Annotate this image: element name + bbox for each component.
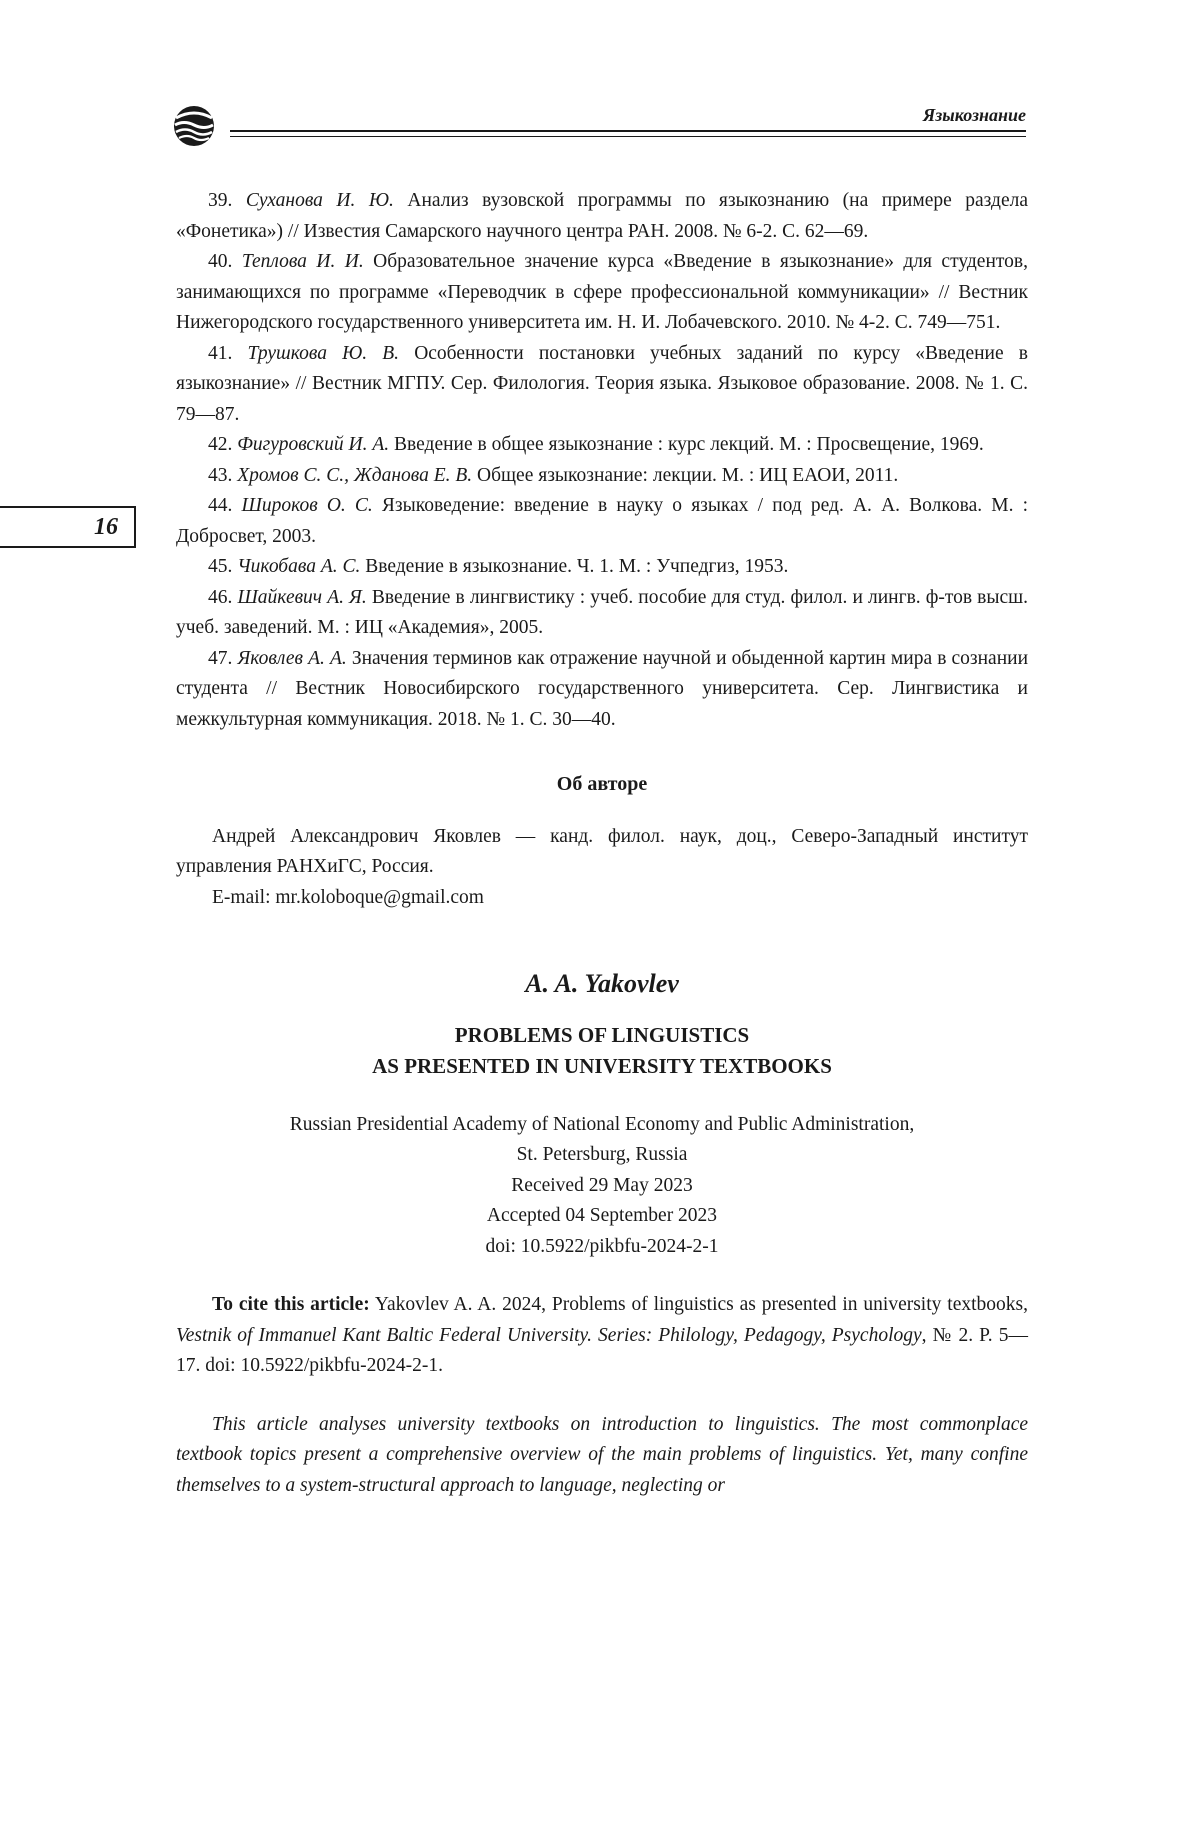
- running-header: [172, 104, 1026, 144]
- affiliation-line: St. Petersburg, Russia: [516, 1144, 688, 1165]
- reference-item: [176, 461, 1028, 492]
- reference-item: [176, 644, 1028, 736]
- about-author-block: [176, 822, 1028, 914]
- section-rubric: Языкознание: [922, 105, 1026, 125]
- reference-text: Введение в общее языкознание : курс лекций. М. : Просвещение, 1969.: [389, 434, 984, 455]
- english-author-name: A. A. Yakovlev: [525, 969, 679, 998]
- abstract-text: This article analyses university textbooks on introduction to linguistics. The most commonplace textbook topics present a comprehensive overview of the main problems of linguistics. Yet, many confine themselves to a system-structural approach to language, neglecting or: [176, 1413, 1028, 1496]
- citation-journal: Vestnik of Immanuel Kant Baltic Federal University. Series: Philology, Pedagogy, Psychology: [176, 1324, 922, 1346]
- reference-number: 40.: [208, 251, 233, 272]
- reference-text: Введение в языкознание. Ч. 1. М. : Учпедгиз, 1953.: [360, 556, 789, 577]
- article-metadata: [176, 1110, 1028, 1263]
- reference-number: 46.: [208, 586, 233, 608]
- author-email: E-mail: mr.koloboque@gmail.com: [212, 886, 484, 908]
- reference-item: [176, 430, 1028, 461]
- reference-number: 43.: [208, 464, 233, 486]
- reference-item: [176, 552, 1028, 583]
- citation-label: To cite this article:: [212, 1294, 370, 1315]
- citation-text-end: , № 2. P. 5—17. doi: 10.5922/pikbfu-2024-2-1.: [176, 1324, 1028, 1376]
- reference-number: 45.: [208, 556, 233, 577]
- reference-text: Языковедение: введение в науку о языках / под ред. А. А. Волкова. М. : Добросвет, 2003.: [176, 495, 1028, 547]
- about-author-heading: Об авторе: [556, 773, 648, 795]
- reference-author: Шайкевич А. Я.: [237, 586, 367, 608]
- reference-author: Суханова И. Ю.: [245, 190, 394, 211]
- reference-item: [176, 247, 1028, 339]
- accepted-date: Accepted 04 September 2023: [486, 1205, 718, 1226]
- header-rule-thin: [230, 136, 1026, 137]
- citation-text: Yakovlev A. A. 2024, Problems of linguistics as presented in university textbooks,: [369, 1294, 1028, 1315]
- reference-number: 42.: [208, 434, 233, 455]
- reference-author: Широков О. С.: [241, 495, 373, 516]
- reference-author: Хромов С. С., Жданова Е. В.: [237, 464, 473, 486]
- reference-author: Фигуровский И. А.: [237, 434, 390, 455]
- reference-item: [176, 186, 1028, 247]
- reference-author: Трушкова Ю. В.: [247, 342, 400, 364]
- reference-author: Чикобава А. С.: [237, 556, 361, 577]
- page-number: 16: [94, 514, 118, 540]
- citation-paragraph: [176, 1290, 1028, 1382]
- reference-text: Образовательное значение курса «Введение в языкознание» для студентов, занимающихся по программе «Переводчик в сфере профессиональной коммуникации» // Вестник Нижегородского государственного университета им. Н. И. Лобачевского. 2010. № 4-2. С. 749—751.: [176, 251, 1028, 333]
- reference-item: [176, 491, 1028, 552]
- reference-author: Теплова И. И.: [241, 251, 364, 272]
- reference-text: Введение в лингвистику : учеб. пособие для студ. филол. и лингв. ф-тов высш. учеб. заведений. М. : ИЦ «Академия», 2005.: [176, 586, 1029, 638]
- english-article-title: [176, 1020, 1028, 1082]
- affiliation-line: Russian Presidential Academy of National Economy and Public Administration,: [289, 1113, 915, 1135]
- reference-text: Особенности постановки учебных заданий по курсу «Введение в языкознание» // Вестник МГПУ. Сер. Филология. Теория языка. Языковое образование. 2008. № 1. С. 79—87.: [176, 342, 1029, 425]
- reference-number: 47.: [208, 647, 233, 669]
- reference-text: Анализ вузовской программы по языкознанию (на примере раздела «Фонетика») // Известия Самарского научного центра РАН. 2008. № 6-2. С. 62—69.: [176, 190, 1028, 242]
- journal-wave-logo-icon: [172, 104, 236, 148]
- reference-item: [176, 339, 1028, 431]
- reference-text: Общее языкознание: лекции. М. : ИЦ ЕАОИ, 2011.: [472, 464, 899, 486]
- english-title-line: PROBLEMS OF LINGUISTICS: [454, 1022, 750, 1047]
- reference-item: [176, 583, 1028, 644]
- page-number-box: [0, 506, 136, 548]
- reference-text: Значения терминов как отражение научной и обыденной картин мира в сознании студента // Вестник Новосибирского государственного университета. Сер. Лингвистика и межкультурная коммуникация. 2018. № 1. С. 30—40.: [176, 647, 1029, 730]
- reference-number: 41.: [208, 342, 233, 364]
- author-bio: Андрей Александрович Яковлев — канд. филол. наук, доц., Северо-Западный институт управления РАНХиГС, Россия.: [176, 825, 1028, 877]
- received-date: Received 29 May 2023: [511, 1174, 693, 1196]
- reference-number: 39.: [208, 190, 233, 211]
- doi: doi: 10.5922/pikbfu-2024-2-1: [485, 1235, 719, 1257]
- reference-author: Яковлев А. А.: [237, 647, 347, 669]
- header-rule-thick: [230, 130, 1026, 132]
- reference-list: [176, 186, 1028, 735]
- page-body: [176, 186, 1028, 1501]
- reference-number: 44.: [208, 495, 233, 516]
- english-title-line: AS PRESENTED IN UNIVERSITY TEXTBOOKS: [372, 1053, 832, 1078]
